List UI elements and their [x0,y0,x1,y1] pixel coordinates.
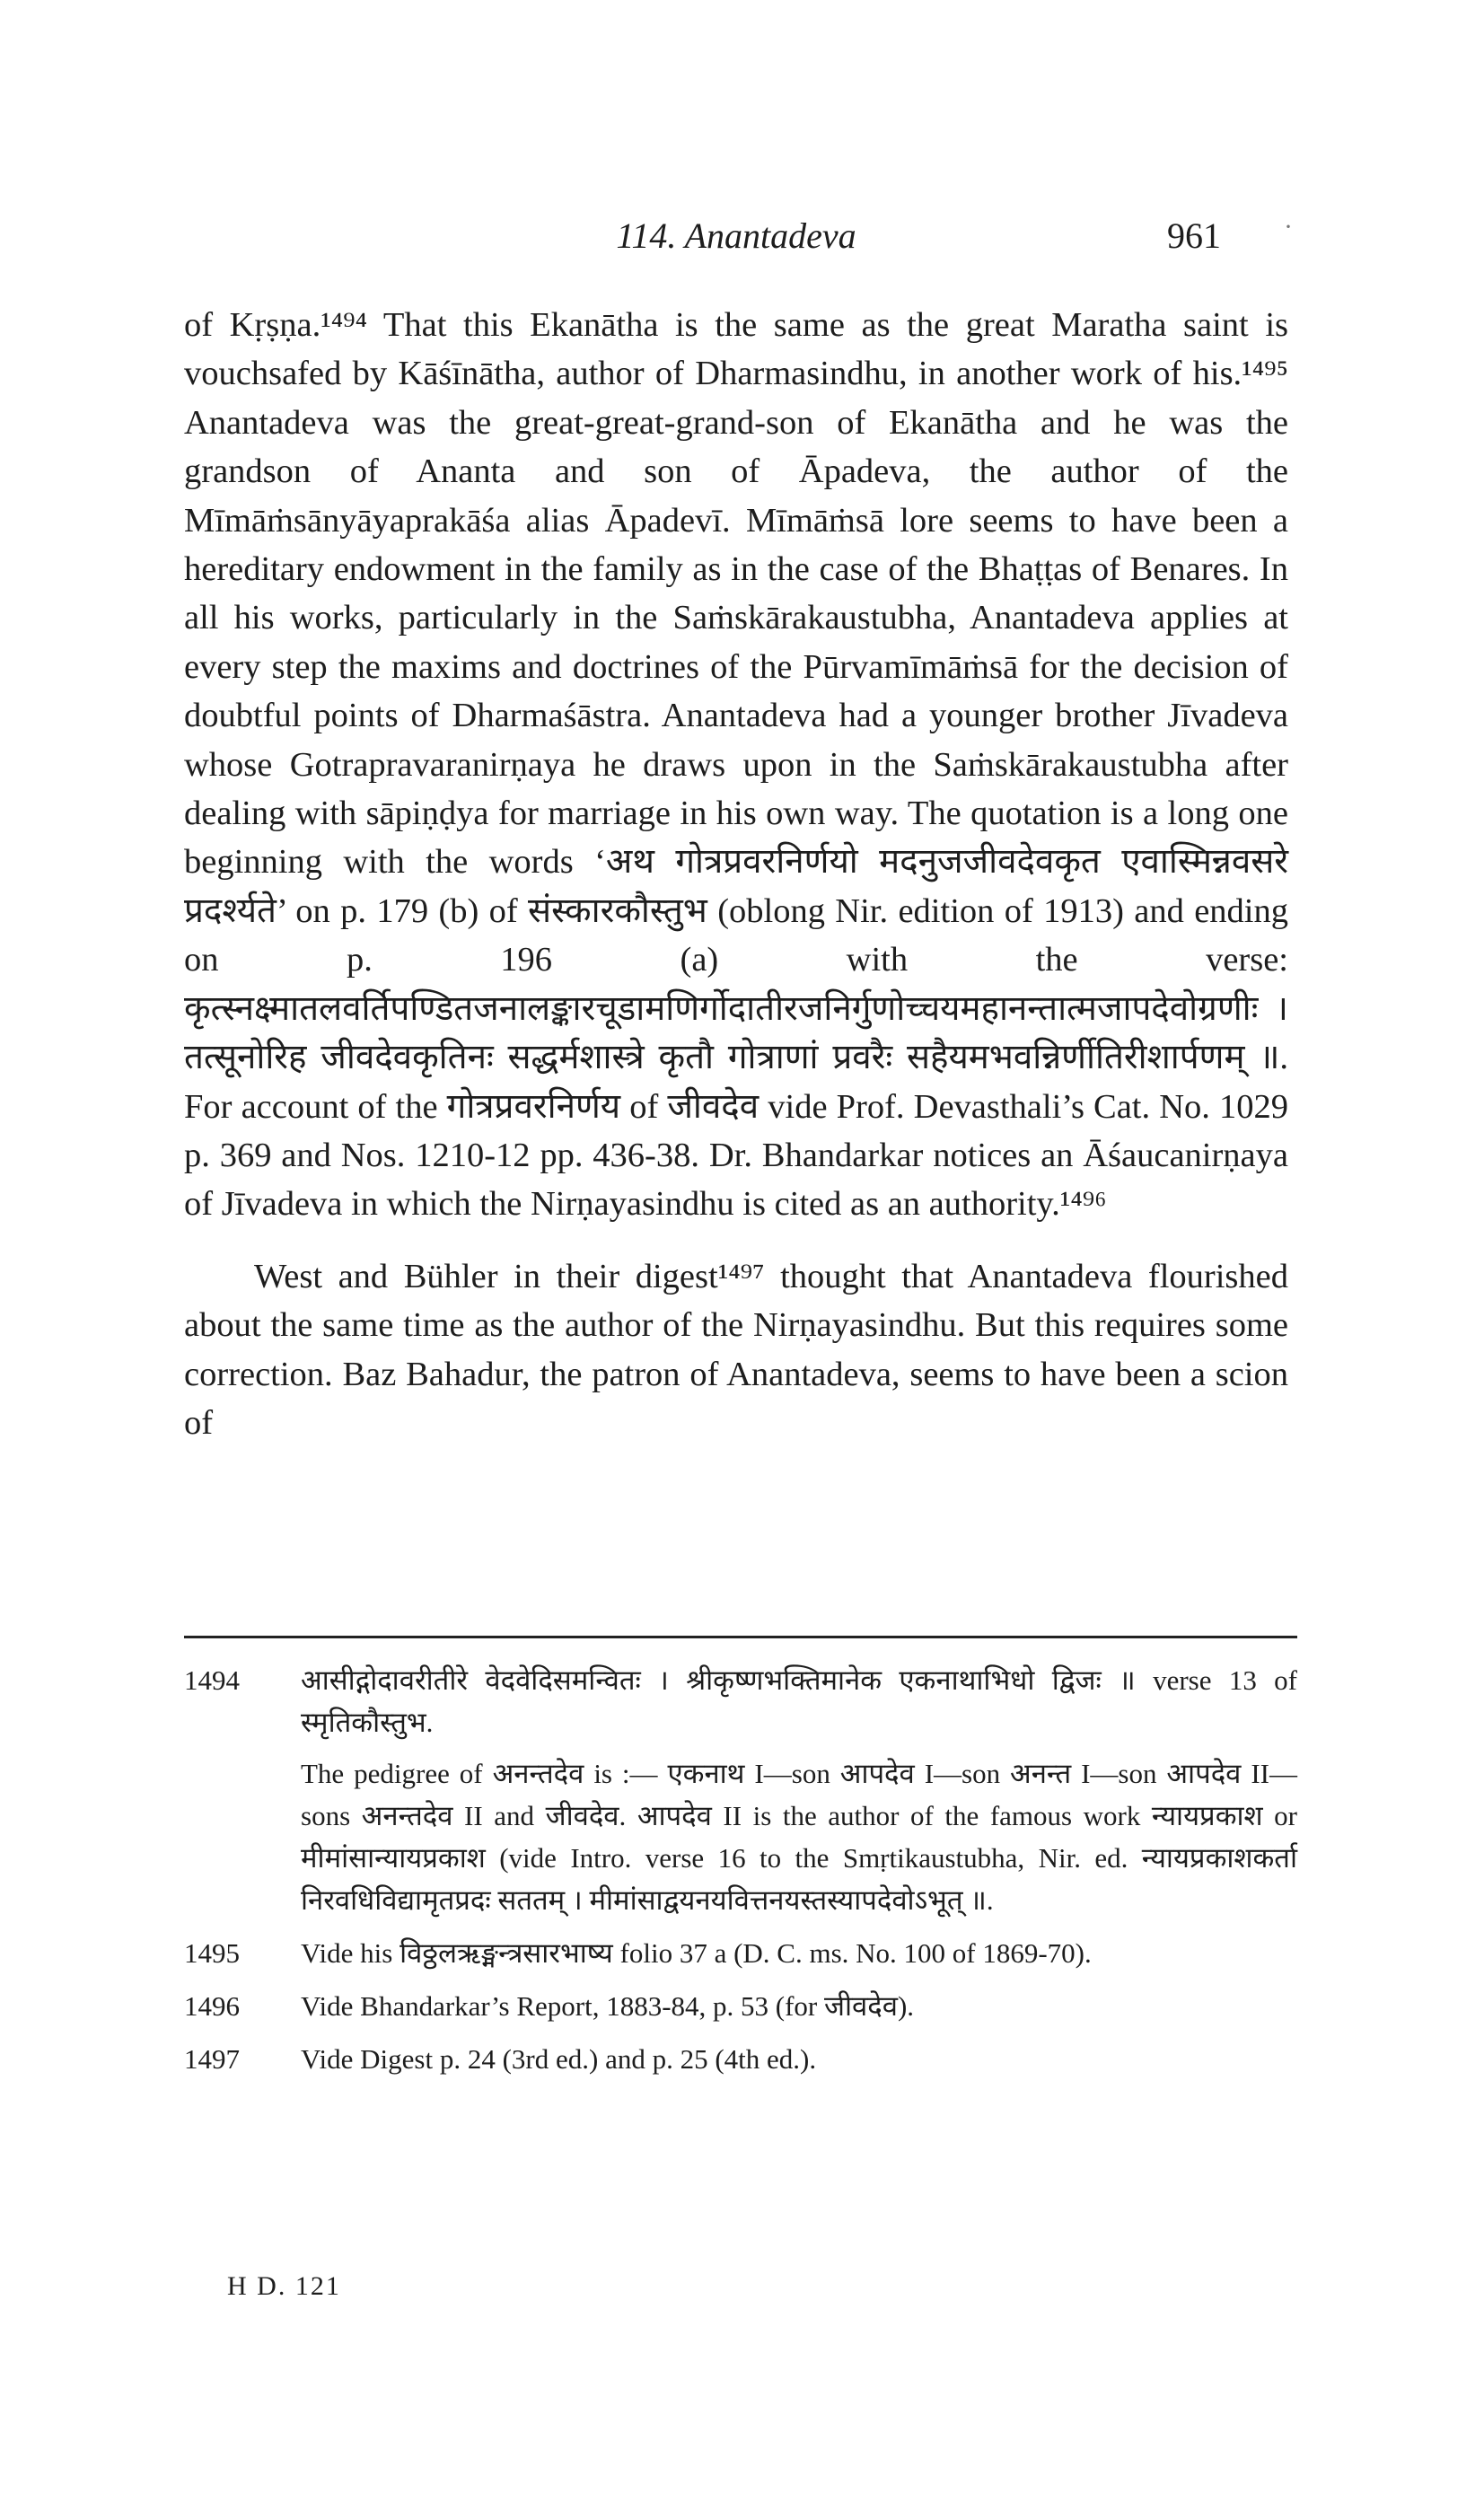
printer-signature: H D. 121 [227,2271,341,2301]
footnote-1496 [184,1985,1297,2027]
footnote-number: 1495 [184,1937,240,1969]
footnotes [184,1659,1297,2091]
footnote-number: 1494 [184,1664,240,1696]
footnote-text: Vide Digest p. 24 (3rd ed.) and p. 25 (4th ed.). [301,2043,817,2075]
paragraph-2: West and Bühler in their digest¹⁴⁹⁷ thought that Anantadeva flourished about the same time as the author of the Nirṇayasindhu. But this requires some correction. Baz Bahadur, the patron of Anantadeva, seems to have been a scion of [184,1257,1288,1442]
page-number: 961 [1167,215,1221,256]
footnote-text: Vide his विठ्ठलऋङ्मन्त्रसारभाष्य folio 37 a (D. C. ms. No. 100 of 1869-70). [301,1937,1092,1969]
footnote-text: Vide Bhandarkar’s Report, 1883-84, p. 53 (for जीवदेव). [301,1990,915,2022]
footnote-1495 [184,1932,1297,1974]
paragraph-1: of Kṛṣṇa.¹⁴⁹⁴ That this Ekanātha is the same as the great Maratha saint is vouchsafed by Kāśīnātha, author of Dharmasindhu, in another work of his.¹⁴⁹⁵ Anantadeva was the great-great-grand-son of Ekanātha and he was the grandson of Ananta and son of Āpadeva, the author of the Mīmāṁsānyāyaprakāśa alias Āpadevī. Mīmāṁsā lore seems to have been a hereditary endowment in the family as in the case of the Bhaṭṭas of Benares. In all his works, particularly in the Saṁskārakaustubha, Anantadeva applies at every step the maxims and doctrines of the Pūrvamīmāṁsā for the decision of doubtful points of Dharmaśāstra. Anantadeva had a younger brother Jīvadeva whose Gotrapravaranirṇaya he draws upon in the Saṁskārakaustubha after dealing with sāpiṇḍya for marriage in his own way. The quotation is a long one beginning with the words ‘अथ गोत्रप्रवरनिर्णयो मदनुजजीवदेवकृत एवास्मिन्नवसरे प्रदर्श्यते’ on p. 179 (b) of संस्कारकौस्तुभ (oblong Nir. edition of 1913) and ending on p. 196 (a) with the verse: कृत्स्नक्ष्मातलवर्तिपण्डितजनालङ्कारचूडामणिर्गोदातीरजनिर्गुणोच्चयमहानन्तात्मजापदेवोग्रणीः । तत्सूनोरिह जीवदेवकृतिनः सद्धर्मशास्त्रे कृतौ गोत्राणां प्रवरैः सहैयमभवन्निर्णीतिरीशार्पणम् ॥. For account of the गोत्रप्रवरनिर्णय of जीवदेव vide Prof. Devasthali’s Cat. No. 1029 p. 369 and Nos. 1210-12 pp. 436-38. Dr. Bhandarkar notices an Āśaucanirṇaya of Jīvadeva in which the Nirṇayasindhu is cited as an authority.¹⁴⁹⁶ [184,306,1288,1224]
chapter-title: 114. Anantadeva [616,215,856,256]
footnote-text: The pedigree of अनन्तदेव is :— एकनाथ I—son आपदेव I—son अनन्त I—son आपदेव II—sons अनन्तदेव II and जीवदेव. आपदेव II is the author of the famous work न्यायप्रकाश or मीमांसान्यायप्रकाश (vide Intro. verse 16 to the Smṛtikaustubha, Nir. ed. न्यायप्रकाशकर्ता निरवधिविद्यामृतप्रदः सततम् । मीमांसाद्वयनयवित्तनयस्तस्यापदेवोऽभूत् ॥. [301,1758,1297,1916]
footnote-1494 [184,1659,1297,1921]
running-head [0,214,1484,259]
footnote-number: 1497 [184,2043,240,2075]
footnote-text: आसीद्गोदावरीतीरे वेदवेदिसमन्वितः । श्रीकृष्णभक्तिमानेक एकनाथाभिधो द्विजः ॥ verse 13 of स्मृतिकौस्तुभ. [301,1664,1297,1738]
footnote-1497 [184,2038,1297,2080]
main-text [184,301,1288,1447]
footnote-number: 1496 [184,1990,240,2022]
stray-mark: · [1284,212,1293,241]
footnote-divider [184,1636,1297,1638]
